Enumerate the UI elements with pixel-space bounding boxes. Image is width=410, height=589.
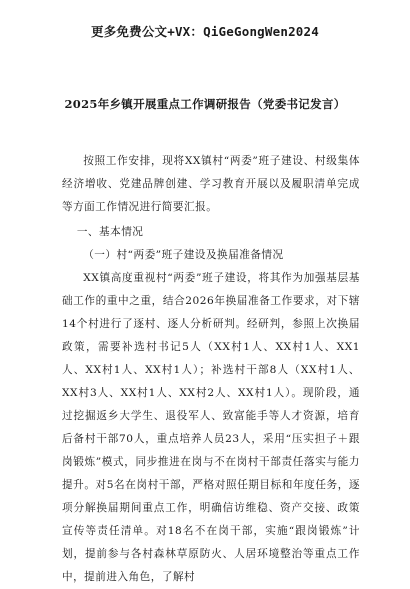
body-paragraph: XX镇高度重视村“两委”班子建设，将其作为加强基层基础工作的重中之重，结合2026年换届准备工作要求，对下辖14个村进行了逐村、逐人分析研判。经研判，参照上次换届政策，需要补选村书记5人（XX村1人、XX村1人、XX1人、XX村1人、XX村1人）；补选村干部8人（XX村1人、XX村3人、XX村1人、XX村2人、XX村1人）。现阶段，通过挖掘返乡大学生、退役军人、致富能手等人才资源，培育后备村干部70人，重点培养人员23人，采用“压实担子＋跟岗锻炼”模式，同步推进在岗与不在岗村干部责任落实与能力提升。对5名在岗村干部，严格对照任期目标和年度任务，逐项分解换届期间重点工作，明确信访维稳、资产交接、政策宣传等责任清单。对18名不在岗干部，实施“跟岗锻炼”计划，提前参与各村森林草原防火、人居环境整治等重点工作中，提前进入角色，了解村 xyxy=(62,272,360,583)
intro-paragraph: 按照工作安排，现将XX镇村“两委”班子建设、村级集体经济增收、党建品牌创建、学习教育开展以及履职清单完成等方面工作情况进行简要汇报。 xyxy=(62,155,360,213)
header-banner: 更多免费公文+VX：QiGeGongWen2024 xyxy=(91,24,319,39)
section-heading: 一、基本情况 xyxy=(76,226,144,238)
subsection-heading: （一）村“两委”班子建设及换届准备情况 xyxy=(83,249,284,261)
document-title: 2025年乡镇开展重点工作调研报告（党委书记发言） xyxy=(64,97,346,111)
document-body xyxy=(62,150,360,589)
